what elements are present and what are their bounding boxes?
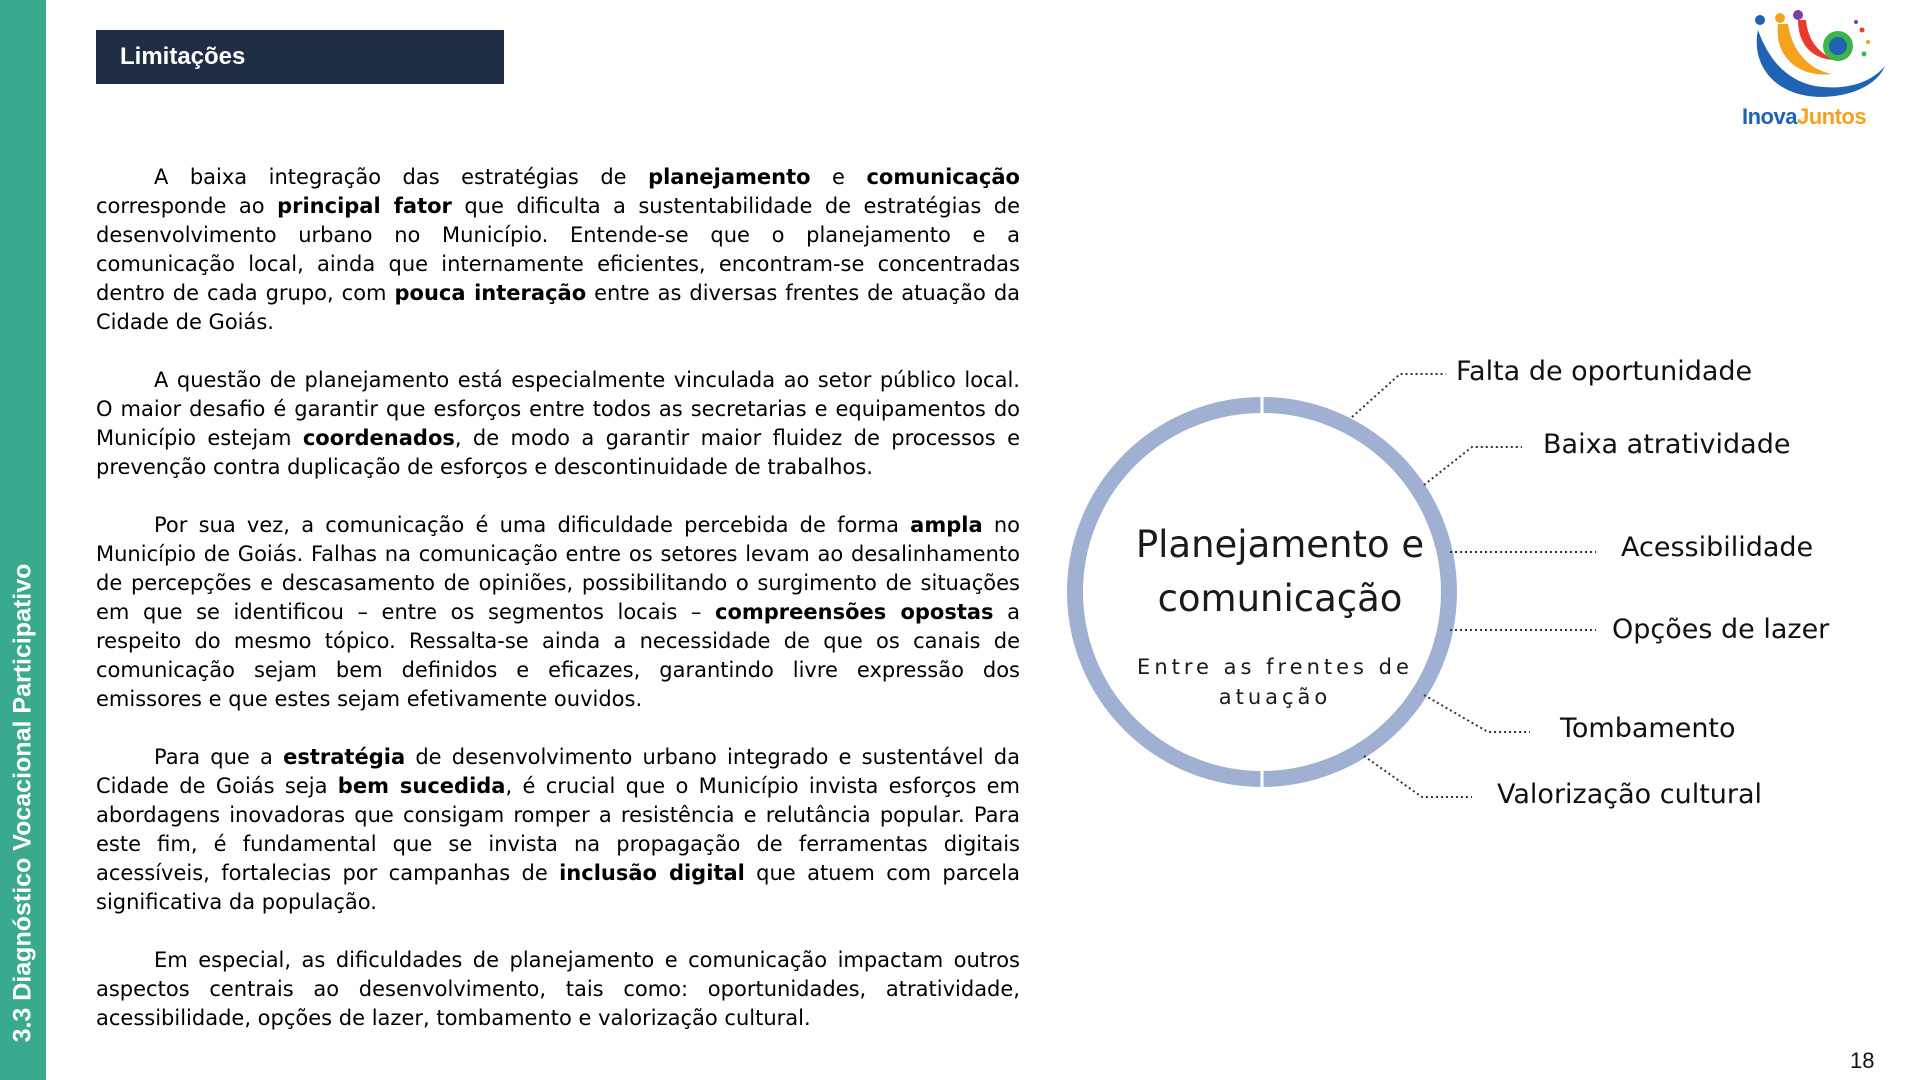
emphasis-text: bem sucedida	[337, 774, 506, 798]
page-number: 18	[1850, 1048, 1875, 1073]
emphasis-text: coordenados	[302, 426, 455, 450]
emphasis-text: planejamento	[648, 165, 811, 189]
text-run: Por sua vez, a comunicação é uma dificuldade percebida de forma	[154, 513, 911, 537]
emphasis-text: principal fator	[277, 194, 452, 218]
branch-label: Valorização cultural	[1497, 779, 1763, 810]
emphasis-text: ampla	[910, 513, 983, 537]
text-run: que atuem com parcela significativa da população.	[96, 861, 1020, 914]
side-bar	[0, 0, 46, 1080]
text-run: Para que a	[154, 745, 284, 769]
text-run: A baixa integração das estratégias de	[154, 165, 649, 189]
text-run: de desenvolvimento urbano integrado e sustentável da Cidade de Goiás seja	[96, 745, 1020, 798]
diagram-center-title: Planejamento e comunicação	[1135, 523, 1425, 620]
text-run: , de modo a garantir maior fluidez de processos e prevenção contra duplicação de esforços e descontinuidade de trabalhos.	[96, 426, 1020, 479]
emphasis-text: comunicação	[866, 165, 1020, 189]
text-run: e	[810, 165, 867, 189]
text-run: que dificulta a sustentabilidade de estratégias de desenvolvimento urbano no Município. Entende-se que o planejamento e a comunicação local, ainda que internamente eficientes, encontram-se concentradas dentro de cada grupo, com	[96, 194, 1020, 305]
body-text	[96, 163, 1020, 1062]
section-label: 3.3 Diagnóstico Vocacional Participativo	[8, 563, 37, 1043]
text-run: , é crucial que o Município invista esforços em abordagens inovadoras que consigam romper a resistência e relutância popular. Para este fim, é fundamental que se invista na propagação de ferramentas digitais acessíveis, fortalecias por campanhas de	[96, 774, 1020, 885]
emphasis-text: compreensões opostas	[715, 600, 994, 624]
text-run: entre as diversas frentes de atuação da Cidade de Goiás.	[96, 281, 1021, 334]
body-paragraph	[96, 163, 1020, 337]
branch-label: Baixa atratividade	[1543, 429, 1791, 460]
branch-label: Opções de lazer	[1612, 614, 1830, 645]
emphasis-text: estratégia	[283, 745, 406, 769]
branch-label: Acessibilidade	[1621, 532, 1814, 563]
branch-label: Falta de oportunidade	[1456, 356, 1753, 387]
logo-wordmark: InovaJuntos	[1742, 104, 1867, 129]
body-paragraph	[96, 511, 1020, 714]
text-run: a respeito do mesmo tópico. Ressalta-se ainda a necessidade de que os canais de comunicação sejam bem definidos e eficazes, garantindo livre expressão dos emissores e que estes sejam efetivamente ouvidos.	[96, 600, 1020, 711]
text-run: A questão de planejamento está especialmente vinculada ao setor público local. O maior desafio é garantir que esforços entre todos as secretarias e equipamentos do Município estejam	[96, 368, 1020, 450]
emphasis-text: inclusão digital	[559, 861, 745, 885]
branch-label: Tombamento	[1560, 713, 1736, 744]
body-paragraph	[96, 946, 1020, 1033]
body-paragraph	[96, 366, 1020, 482]
text-run: no Município de Goiás. Falhas na comunicação entre os setores levam ao desalinhamento de percepções e descasamento de opiniões, possibilitando o surgimento de situações em que se identificou – entre os segmentos locais –	[96, 513, 1020, 624]
text-run: Em especial, as dificuldades de planejamento e comunicação impactam outros aspectos centrais ao desenvolvimento, tais como: oportunidades, atratividade, acessibilidade, opções de lazer, tombamento e valorização cultural.	[96, 948, 1020, 1030]
body-paragraph	[96, 743, 1020, 917]
text-run: corresponde ao	[96, 194, 278, 218]
diagram-center-subtitle: Entre as frentes de atuação	[1137, 655, 1413, 709]
section-title-box	[96, 30, 504, 84]
emphasis-text: pouca interação	[394, 281, 587, 305]
section-title: Limitações	[120, 43, 246, 70]
